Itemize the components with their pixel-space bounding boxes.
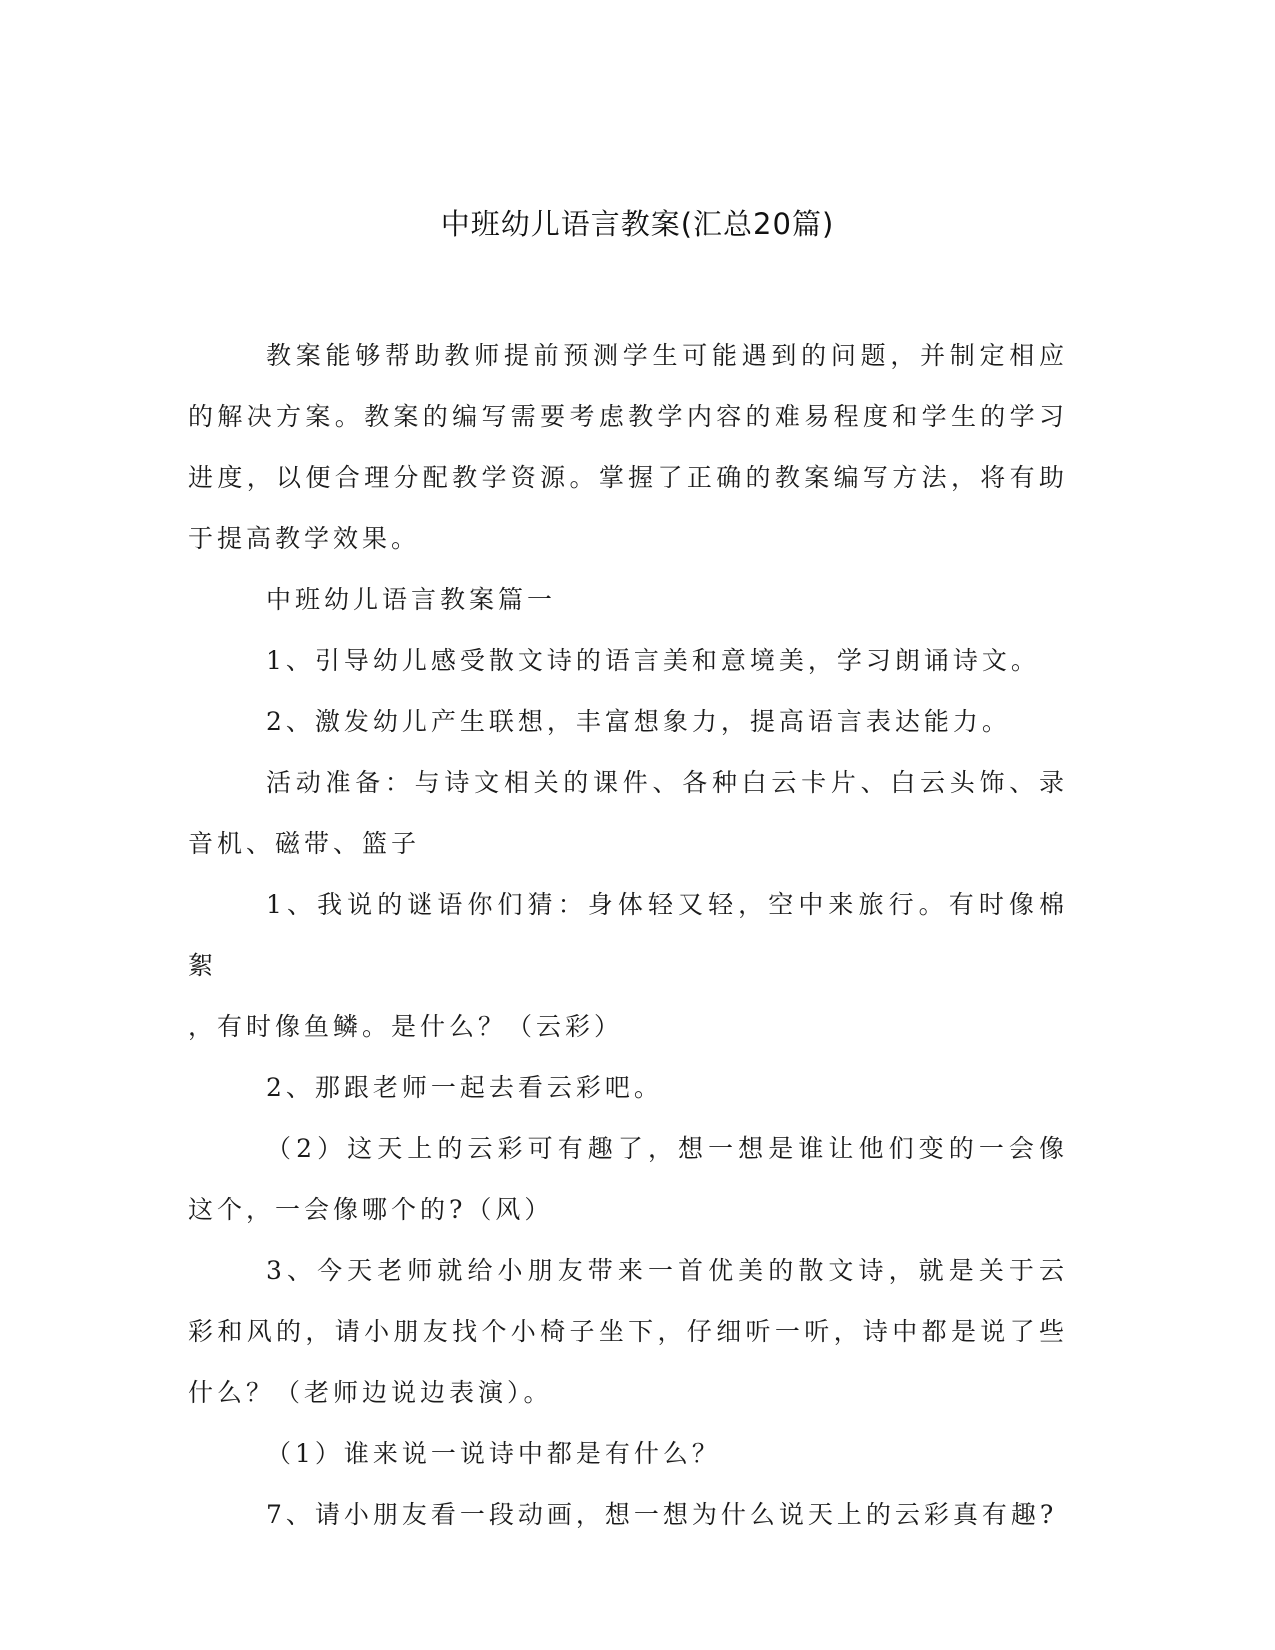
step-3: 3、今天老师就给小朋友带来一首优美的散文诗，就是关于云彩和风的，请小朋友找个小椅子坐下，仔细听一听，诗中都是说了些什么？（老师边说边表演）。 bbox=[188, 1256, 1068, 1407]
intro-paragraph: 教案能够帮助教师提前预测学生可能遇到的问题，并制定相应的解决方案。教案的编写需要考虑教学内容的难易程度和学生的学习进度，以便合理分配教学资源。掌握了正确的教案编写方法，将有助于提高教学效果。 bbox=[188, 341, 1068, 553]
step-2: 2、那跟老师一起去看云彩吧。 bbox=[266, 1073, 663, 1102]
step-3-sub-1: （1）谁来说一说诗中都是有什么？ bbox=[266, 1439, 721, 1468]
activity-preparation: 活动准备：与诗文相关的课件、各种白云卡片、白云头饰、录音机、磁带、篮子 bbox=[188, 768, 1068, 858]
goal-item-1: 1、引导幼儿感受散文诗的语言美和意境美，学习朗诵诗文。 bbox=[266, 646, 1040, 675]
document-body bbox=[188, 325, 1068, 1545]
goal-item-2: 2、激发幼儿产生联想，丰富想象力，提高语言表达能力。 bbox=[266, 707, 1011, 736]
step-1-riddle-continued: ，有时像鱼鳞。是什么？（云彩） bbox=[188, 1012, 624, 1041]
section-heading: 中班幼儿语言教案篇一 bbox=[266, 585, 557, 614]
step-7: 7、请小朋友看一段动画，想一想为什么说天上的云彩真有趣? bbox=[266, 1500, 1058, 1529]
step-2-sub-2: （2）这天上的云彩可有趣了，想一想是谁让他们变的一会像这个，一会像哪个的?（风） bbox=[188, 1134, 1068, 1224]
document-title: 中班幼儿语言教案(汇总20篇) bbox=[440, 207, 835, 241]
step-1-riddle: 1、我说的谜语你们猜：身体轻又轻，空中来旅行。有时像棉絮 bbox=[188, 890, 1068, 980]
